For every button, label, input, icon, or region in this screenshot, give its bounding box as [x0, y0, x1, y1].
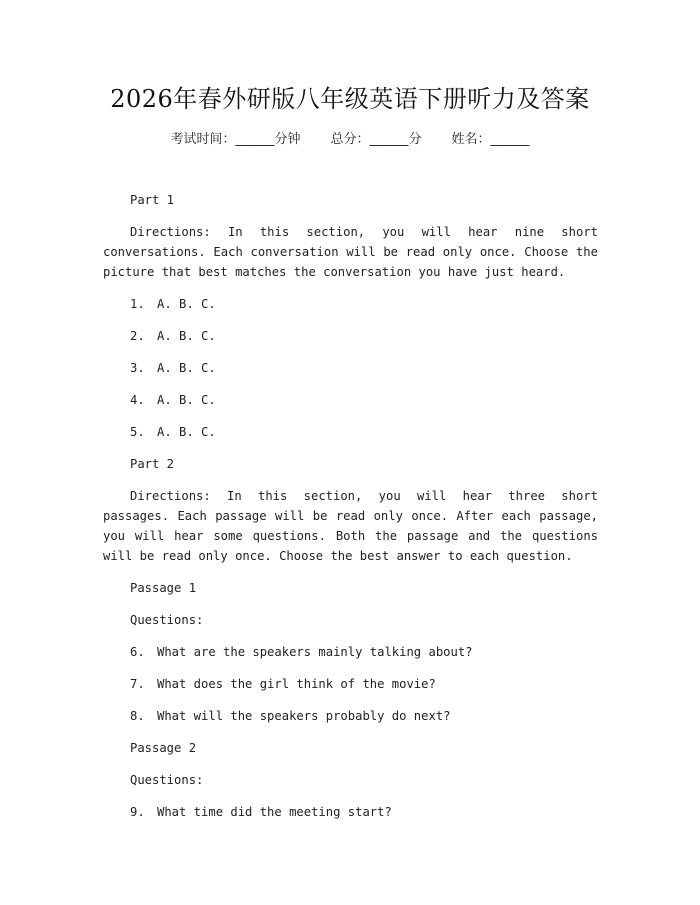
part1-directions: Directions: In this section, you will hear nine short conversations. Each conversation will be read only once. Choose the picture that best matches the conversation you have just heard. [103, 225, 598, 279]
list-item [103, 390, 598, 410]
passage2-questions-label: Questions: [130, 773, 204, 787]
item-options: A. B. C. [157, 425, 216, 439]
question-number: 7. [130, 677, 145, 691]
document-body [103, 190, 598, 822]
list-item [103, 674, 598, 694]
total-score-field: 总分：______分 [330, 132, 422, 147]
item-options: A. B. C. [157, 361, 216, 375]
question-text: What does the girl think of the movie? [157, 677, 436, 691]
question-number: 9. [130, 805, 145, 819]
item-options: A. B. C. [157, 297, 216, 311]
question-number: 6. [130, 645, 145, 659]
list-item [103, 422, 598, 442]
part2-heading: Part 2 [130, 457, 175, 471]
page-title: 2026年春外研版八年级英语下册听力及答案 [110, 85, 590, 113]
item-options: A. B. C. [157, 329, 216, 343]
list-item [103, 642, 598, 662]
passage1-questions-label: Questions: [130, 613, 204, 627]
question-text: What are the speakers mainly talking about? [157, 645, 473, 659]
passage1-heading: Passage 1 [130, 581, 197, 595]
exam-meta-line [0, 130, 700, 150]
item-options: A. B. C. [157, 393, 216, 407]
list-item [103, 802, 598, 822]
question-text: What time did the meeting start? [157, 805, 392, 819]
item-number: 2. [130, 329, 145, 343]
list-item [103, 294, 598, 314]
name-field: 姓名：______ [451, 132, 530, 147]
question-number: 8. [130, 709, 145, 723]
passage2-heading: Passage 2 [130, 741, 197, 755]
question-text: What will the speakers probably do next? [157, 709, 451, 723]
item-number: 4. [130, 393, 145, 407]
item-number: 5. [130, 425, 145, 439]
part2-directions: Directions: In this section, you will hear three short passages. Each passage will be read only once. After each passage, you will hear some questions. Both the passage and the questions will be read only once. Choose the best answer to each question. [103, 489, 598, 563]
item-number: 3. [130, 361, 145, 375]
exam-time-field: 考试时间：______分钟 [170, 132, 301, 147]
item-number: 1. [130, 297, 145, 311]
list-item [103, 326, 598, 346]
list-item [103, 358, 598, 378]
list-item [103, 706, 598, 726]
part1-heading: Part 1 [130, 193, 175, 207]
